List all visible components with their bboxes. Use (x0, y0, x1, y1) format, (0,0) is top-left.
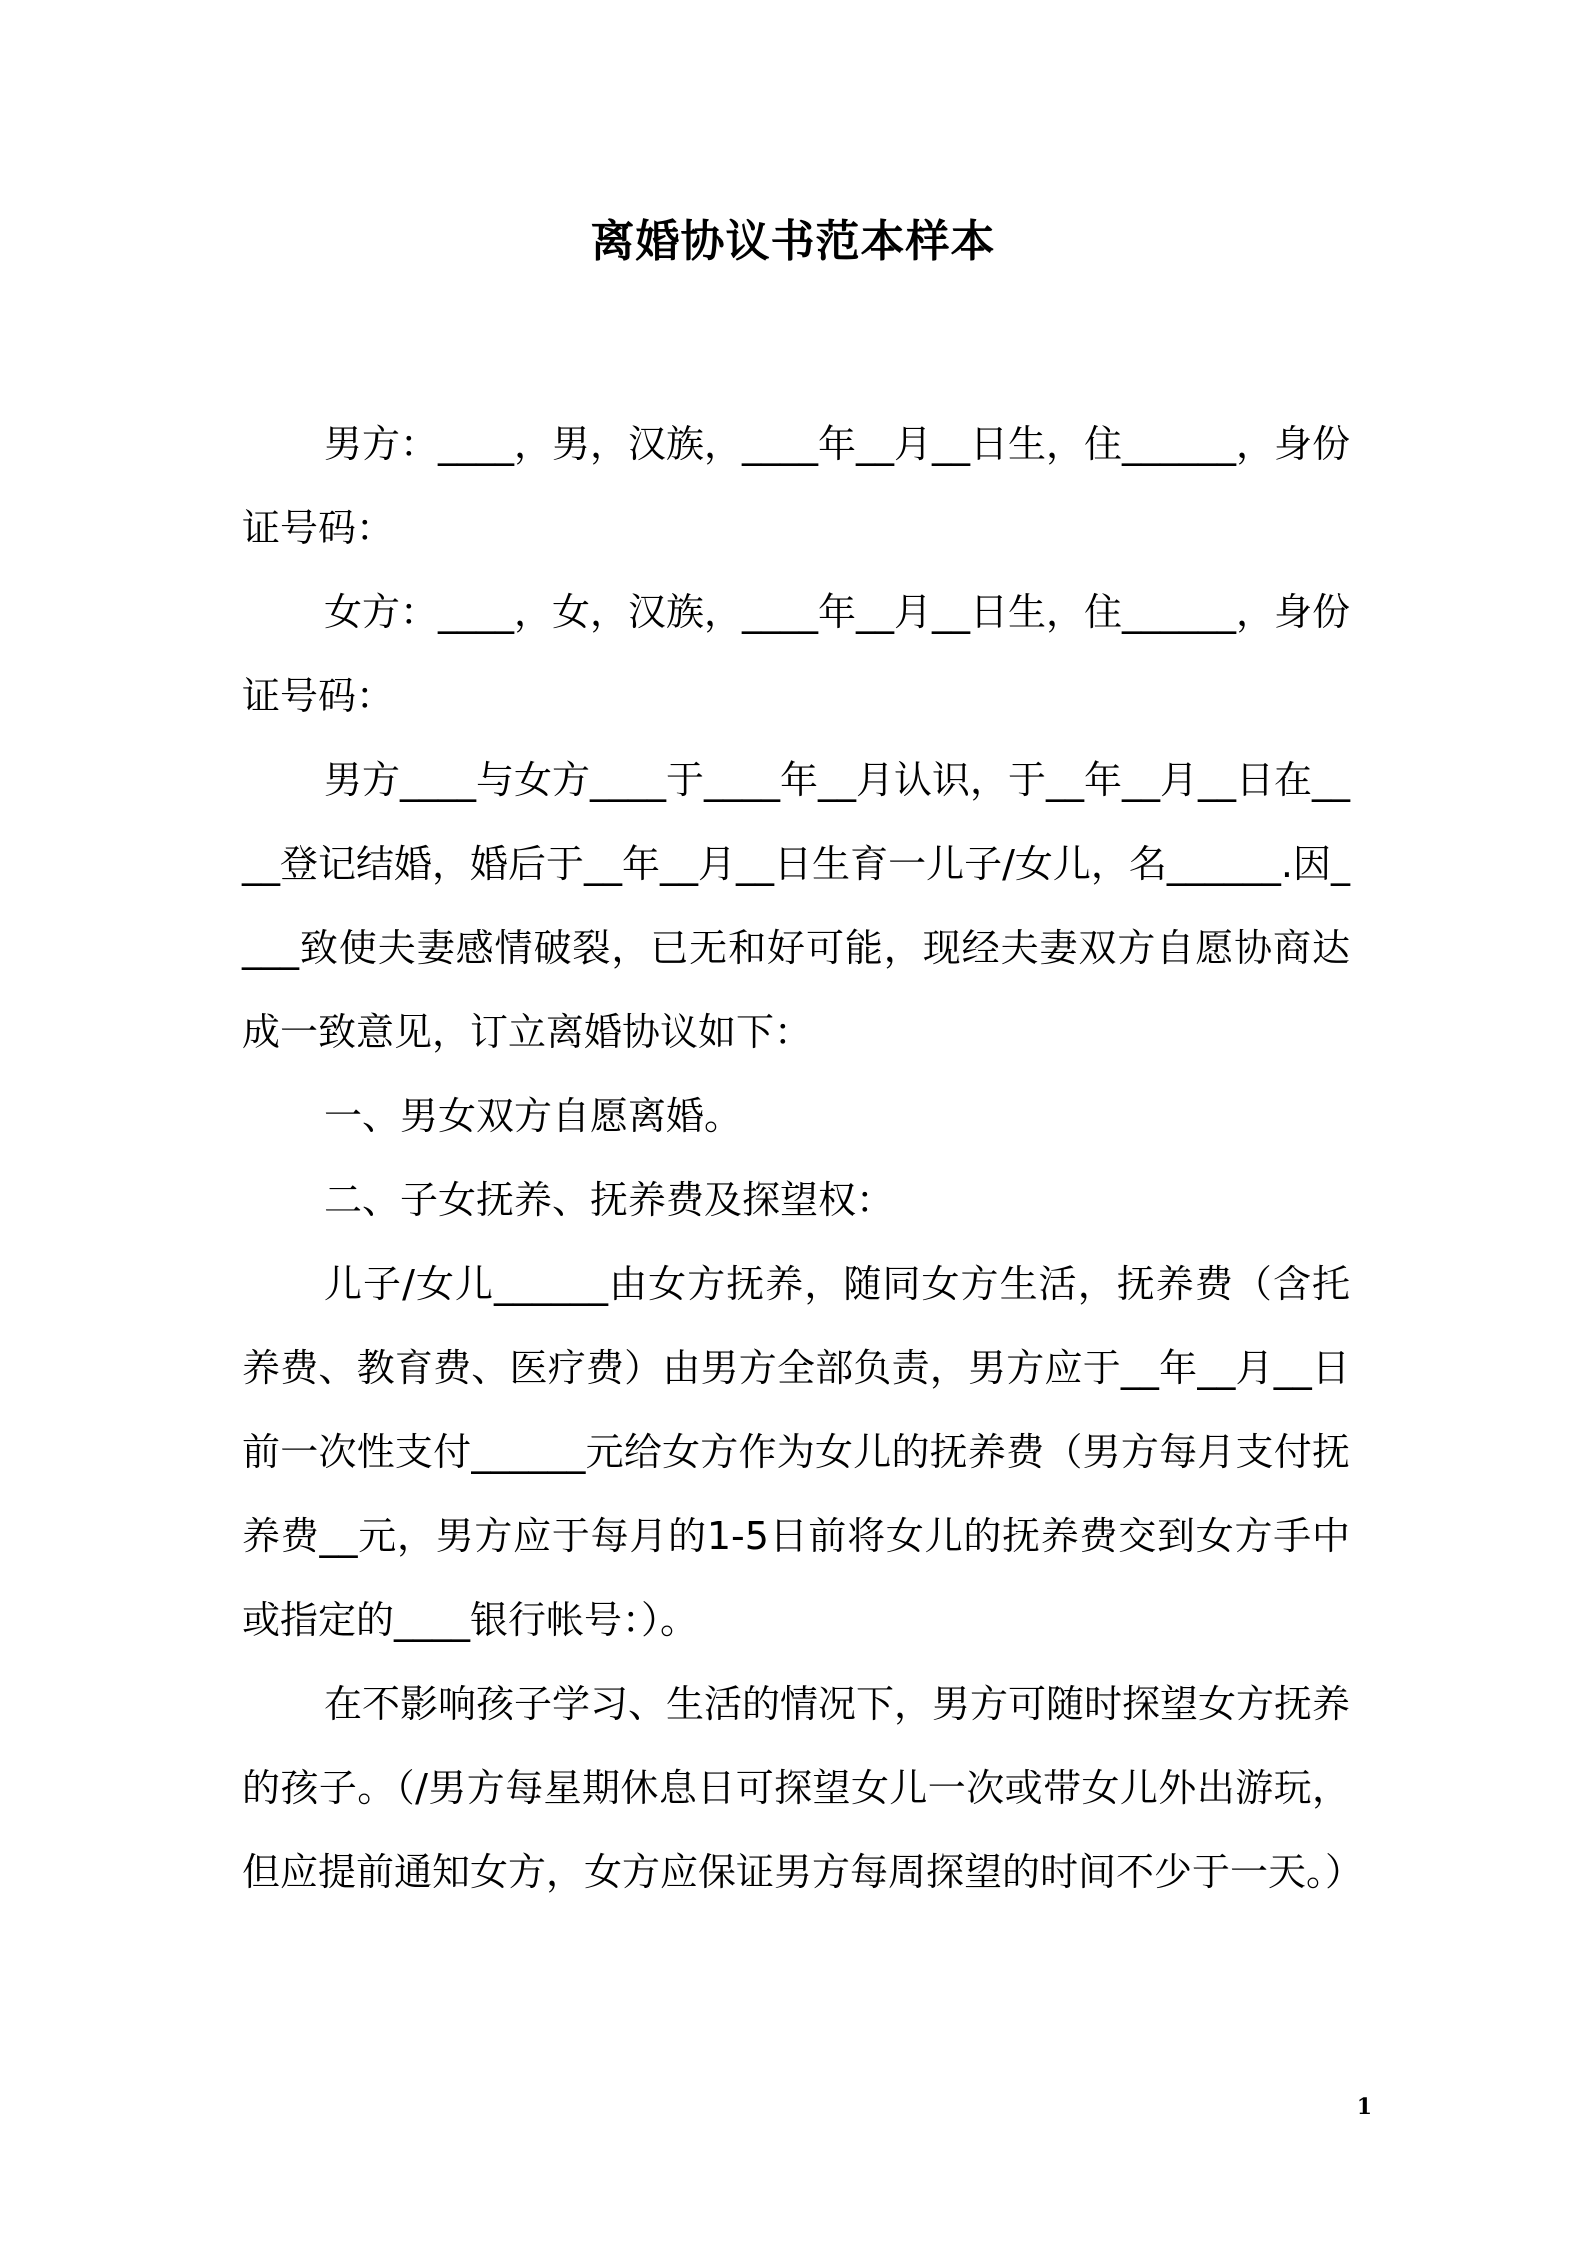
paragraph-marriage-background: 男方____与女方____于____年__月认识，于__年__月__日在____登记结婚，婚后于__年__月__日生育一儿子/女儿，名______.因____致使夫妻感情破裂，已无和好可能，现经夫妻双方自愿协商达成一致意见，订立离婚协议如下： (242, 758, 1351, 1054)
paragraph-female-party: 女方：____，女，汉族，____年__月__日生，住______，身份证号码： (242, 590, 1351, 718)
document-body (242, 402, 1364, 1914)
page-number: 1 (1356, 2094, 1372, 2120)
paragraph-male-party: 男方：____，男，汉族，____年__月__日生，住______，身份证号码： (242, 422, 1351, 550)
paragraph-clause-1: 一、男女双方自愿离婚。 (324, 1094, 743, 1138)
paragraph-visitation: 在不影响孩子学习、生活的情况下，男方可随时探望女方抚养的孩子。（/男方每星期休息日可探望女儿一次或带女儿外出游玩，但应提前通知女方，女方应保证男方每周探望的时间不少于一天。） (242, 1682, 1364, 1894)
paragraph-child-support: 儿子/女儿______由女方抚养，随同女方生活，抚养费（含托养费、教育费、医疗费）由男方全部负责，男方应于__年__月__日前一次性支付______元给女方作为女儿的抚养费（男方每月支付抚养费__元，男方应于每月的1-5日前将女儿的抚养费交到女方手中或指定的____银行帐号：）。 (242, 1262, 1350, 1642)
document-title: 离婚协议书范本样本 (590, 216, 996, 267)
paragraph-clause-2-heading: 二、子女抚养、抚养费及探望权： (324, 1178, 895, 1222)
